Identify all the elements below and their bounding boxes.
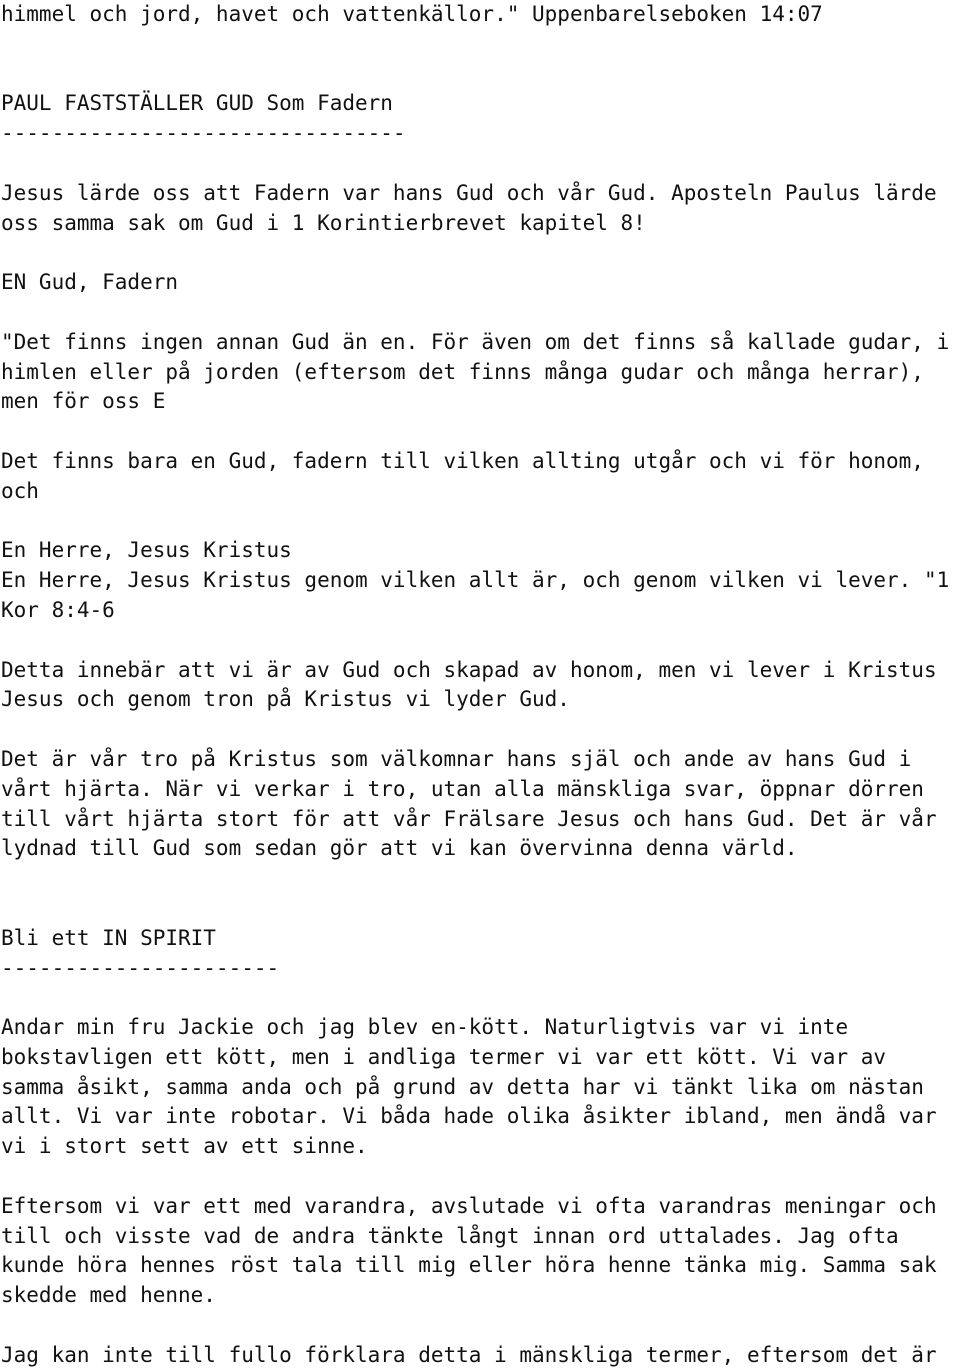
blank-line [1,30,959,60]
blank-line [1,864,959,894]
blank-line [1,626,959,656]
text-line: Detta innebär att vi är av Gud och skapad av honom, men vi lever i Kristus [1,657,937,682]
heading-underline: ---------------------- [1,955,280,980]
text-line: Eftersom vi var ett med varandra, avslutade vi ofta varandras meningar och [1,1193,937,1218]
text-line: skedde med henne. [1,1283,216,1308]
text-line: och [1,478,39,503]
document-page [1,0,959,1371]
text-line: vi i stort sett av ett sinne. [1,1134,368,1159]
text-line: vårt hjärta. När vi verkar i tro, utan alla mänskliga svar, öppnar dörren [1,776,924,801]
text-line: En Herre, Jesus Kristus genom vilken allt är, och genom vilken vi lever. "1 [1,568,950,593]
text-line: lydnad till Gud som sedan gör att vi kan övervinna denna värld. [1,836,798,861]
blank-line [1,1311,959,1341]
text-line: EN Gud, Fadern [1,270,179,295]
blank-line [1,894,959,924]
blank-line [1,1162,959,1192]
text-line: men för oss E [1,389,166,414]
text-line: Andar min fru Jackie och jag blev en-kött. Naturligtvis var vi inte [1,1015,849,1040]
text-line: Det finns bara en Gud, fadern till vilken allting utgår och vi för honom, [1,448,924,473]
blank-line [1,507,959,537]
text-line: allt. Vi var inte robotar. Vi båda hade olika åsikter ibland, men ändå var [1,1104,937,1129]
text-line: oss samma sak om Gud i 1 Korintierbrevet kapitel 8! [1,210,646,235]
text-line: Jesus och genom tron på Kristus vi lyder Gud. [1,687,570,712]
text-line: till och visste vad de andra tänkte långt innan ord uttalades. Jag ofta [1,1223,899,1248]
blank-line [1,298,959,328]
text-line: till vårt hjärta stort för att vår Frälsare Jesus och hans Gud. Det är vår [1,806,937,831]
blank-line [1,715,959,745]
text-line: himlen eller på jorden (eftersom det finns många gudar och många herrar), [1,359,924,384]
text-line: Jag kan inte till fullo förklara detta i mänskliga termer, eftersom det är [1,1342,937,1367]
text-line: Jesus lärde oss att Fadern var hans Gud och vår Gud. Aposteln Paulus lärde [1,180,937,205]
blank-line [1,983,959,1013]
blank-line [1,60,959,90]
text-line: "Det finns ingen annan Gud än en. För även om det finns så kallade gudar, i [1,329,950,354]
text-line: himmel och jord, havet och vattenkällor." Uppenbarelseboken 14:07 [1,2,823,26]
text-line: samma åsikt, samma anda och på grund av detta har vi tänkt lika om nästan [1,1074,924,1099]
text-line: Kor 8:4-6 [1,597,115,622]
blank-line [1,149,959,179]
section-heading: Bli ett IN SPIRIT [1,925,216,950]
text-line: bokstavligen ett kött, men i andliga termer vi var ett kött. Vi var av [1,1044,887,1069]
blank-line [1,238,959,268]
text-line: kunde höra hennes röst tala till mig eller höra henne tänka mig. Samma sak [1,1253,937,1278]
text-line: En Herre, Jesus Kristus [1,538,292,563]
section-heading: PAUL FASTSTÄLLER GUD Som Fadern [1,91,393,116]
blank-line [1,417,959,447]
text-line: Det är vår tro på Kristus som välkomnar hans själ och ande av hans Gud i [1,746,912,771]
heading-underline: -------------------------------- [1,121,406,146]
